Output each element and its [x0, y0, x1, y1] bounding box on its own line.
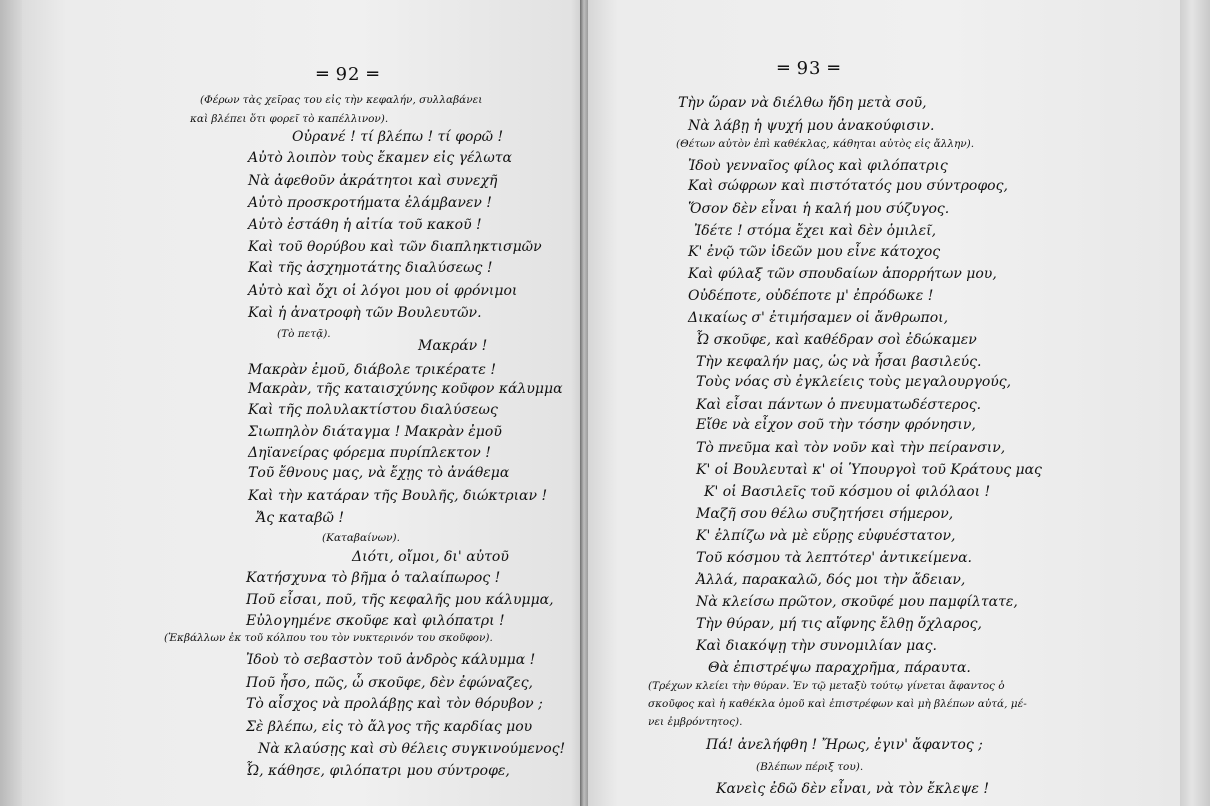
page-number-right-value: 93	[796, 58, 822, 79]
verse-line: Κανεὶς ἐδῶ δὲν εἶναι, νὰ τὸν ἔκλεψε !	[716, 781, 989, 797]
verse-line: Κ' ἐνῷ τῶν ἰδεῶν μου εἶνε κάτοχος	[688, 244, 941, 260]
left-page-edge	[0, 0, 22, 806]
verse-line: Καὶ τῆς πολυλακτίστου διαλύσεως	[248, 402, 498, 418]
verse-line: Σὲ βλέπω, εἰς τὸ ἄλγος τῆς καρδίας μου	[246, 719, 533, 735]
verse-line: Πά! ἀνελήφθη ! Ἤρως, ἐγιν' ἄφαντος ;	[706, 737, 983, 753]
verse-line: Καὶ ἡ ἀνατροφὴ τῶν Βουλευτῶν.	[248, 305, 482, 321]
verse-line: Τὴν ὥραν νὰ διέλθω ἤδη μετὰ σοῦ,	[678, 95, 927, 111]
page-number-left: ═ 92 ═	[317, 64, 380, 85]
verse-line: Καὶ τοῦ θορύβου καὶ τῶν διαπληκτισμῶν	[248, 239, 542, 255]
verse-line: Κατήσχυνα τὸ βῆμα ὁ ταλαίπωρος !	[246, 570, 501, 586]
verse-line: Κ' οἱ Βασιλεῖς τοῦ κόσμου οἱ φιλόλαοι !	[704, 484, 991, 500]
verse-line: Νὰ ἀφεθοῦν ἀκράτητοι καὶ συνεχῆ	[248, 173, 498, 189]
verse-line: Καὶ σώφρων καὶ πιστότατός μου σύντροφος,	[688, 178, 1008, 194]
verse-line: Αὐτὸ ἐστάθη ἡ αἰτία τοῦ κακοῦ !	[248, 217, 482, 233]
stage-direction: (Θέτων αὐτὸν ἐπὶ καθέκλας, κάθηται αὐτὸς εἰς ἄλλην).	[676, 138, 975, 150]
verse-line: Εἴθε νὰ εἶχον σοῦ τὴν τόσην φρόνησιν,	[696, 417, 976, 433]
verse-line: Διότι, οἴμοι, δι' αὐτοῦ	[352, 549, 509, 565]
verse-line: Δικαίως σ' ἐτιμήσαμεν οἱ ἄνθρωποι,	[688, 310, 949, 326]
verse-line: Θὰ ἐπιστρέψω παραχρῆμα, πάραυτα.	[708, 660, 971, 676]
verse-line: Καὶ τὴν κατάραν τῆς Βουλῆς, διώκτριαν !	[248, 488, 548, 504]
verse-line: Καὶ τῆς ἀσχημοτάτης διαλύσεως !	[248, 260, 493, 276]
verse-line: Τὴν κεφαλήν μας, ὡς νὰ ἦσαι βασιλεύς.	[696, 354, 982, 370]
stage-direction: (Καταβαίνων).	[322, 532, 400, 544]
stage-direction: (Τρέχων κλείει τὴν θύραν. Ἐν τῷ μεταξὺ τούτῳ γίνεται ἄφαντος ὁ	[648, 680, 1005, 692]
page-number-left-value: 92	[335, 64, 361, 85]
verse-line: Τοῦ ἔθνους μας, νὰ ἔχῃς τὸ ἀνάθεμα	[248, 465, 510, 481]
verse-line: Αὐτὸ καὶ ὄχι οἱ λόγοι μου οἱ φρόνιμοι	[248, 283, 518, 299]
stage-direction: καὶ βλέπει ὅτι φορεῖ τὸ καπέλλινον).	[190, 113, 389, 125]
stage-direction: (Φέρων τὰς χεῖρας του εἰς τὴν κεφαλήν, συλλαβάνει	[200, 94, 483, 106]
verse-line: Κ' ἐλπίζω νὰ μὲ εὕρῃς εὐφυέστατον,	[696, 528, 956, 544]
verse-line: Ποῦ εἶσαι, ποῦ, τῆς κεφαλῆς μου κάλυμμα,	[246, 592, 554, 608]
verse-line: Τοὺς νόας σὺ ἐγκλείεις τοὺς μεγαλουργούς,	[696, 374, 1012, 390]
verse-line: Ἰδοὺ γενναῖος φίλος καὶ φιλόπατρις	[688, 158, 948, 174]
verse-line: Νὰ κλείσω πρῶτον, σκοῦφέ μου παμφίλτατε,	[696, 594, 1018, 610]
verse-line: Καὶ φύλαξ τῶν σπουδαίων ἀπορρήτων μου,	[688, 266, 997, 282]
verse-line: Εὐλογημένε σκοῦφε καὶ φιλόπατρι !	[246, 613, 505, 629]
verse-line: Δηϊανείρας φόρεμα πυρίπλεκτον !	[248, 445, 491, 461]
verse-line: Αὐτὸ προσκροτήματα ἐλάμβανεν !	[248, 195, 492, 211]
verse-line: Καὶ διακόψῃ τὴν συνομιλίαν μας.	[696, 638, 937, 654]
verse-line: Τὸ αἶσχος νὰ προλάβῃς καὶ τὸν θόρυβον ;	[246, 696, 543, 712]
verse-line: Μακρὰν, τῆς καταισχύνης κοῦφον κάλυμμα	[248, 381, 563, 397]
verse-line: Σιωπηλὸν διάταγμα ! Μακρὰν ἐμοῦ	[248, 424, 502, 440]
verse-line: Κ' οἱ Βουλευταὶ κ' οἱ Ὑπουργοὶ τοῦ Κράτους μας	[696, 462, 1042, 478]
verse-line: Μακράν !	[418, 338, 488, 354]
verse-line: Ἀλλά, παρακαλῶ, δός μοι τὴν ἄδειαν,	[696, 572, 966, 588]
stage-direction: (Τὸ πετᾷ).	[277, 328, 331, 340]
stage-direction: σκοῦφος καὶ ἡ καθέκλα ὁμοῦ καὶ ἐπιστρέφων καὶ μὴ βλέπων αὐτά, μέ-	[648, 698, 1027, 710]
verse-line: Νὰ κλαύσῃς καὶ σὺ θέλεις συγκινούμενος!	[258, 741, 566, 757]
verse-line: Καὶ εἶσαι πάντων ὁ πνευματωδέστερος.	[696, 397, 982, 413]
verse-line: Μαζῆ σου θέλω συζητήσει σήμερον,	[696, 506, 954, 522]
verse-line: Ὦ, κάθησε, φιλόπατρι μου σύντροφε,	[246, 763, 510, 779]
page-number-right: ═ 93 ═	[778, 58, 841, 79]
verse-line: Μακρὰν ἐμοῦ, διάβολε τρικέρατε !	[248, 362, 496, 378]
verse-line: Ὦ σκοῦφε, καὶ καθέδραν σοὶ ἐδώκαμεν	[696, 332, 977, 348]
verse-line: Ἰδοὺ τὸ σεβαστὸν τοῦ ἀνδρὸς κάλυμμα !	[246, 652, 536, 668]
stage-direction: νει ἐμβρόντητος).	[648, 716, 743, 728]
right-page-edge	[1180, 0, 1210, 806]
verse-line: Τὸ πνεῦμα καὶ τὸν νοῦν καὶ τὴν πείρανσιν,	[696, 440, 1006, 456]
verse-line: Οὐδέποτε, οὐδέποτε μ' ἐπρόδωκε !	[688, 288, 934, 304]
stage-direction: (Ἐκβάλλων ἐκ τοῦ κόλπου του τὸν νυκτερινόν του σκοῦφον).	[164, 632, 493, 644]
right-page	[588, 0, 1180, 806]
verse-line: Αὐτὸ λοιπὸν τοὺς ἔκαμεν εἰς γέλωτα	[248, 150, 512, 166]
verse-line: Ὅσον δὲν εἶναι ἡ καλή μου σύζυγος.	[688, 201, 950, 217]
verse-line: Τὴν θύραν, μή τις αἴφνης ἔλθῃ ὄχλαρος,	[696, 616, 982, 632]
verse-line: Ποῦ ἦσο, πῶς, ὦ σκοῦφε, δὲν ἐφώναζες,	[246, 675, 533, 691]
verse-line: Οὐρανέ ! τί βλέπω ! τί φορῶ !	[292, 129, 504, 145]
stage-direction: (Βλέπων πέριξ του).	[756, 761, 864, 773]
verse-line: Ἰδέτε ! στόμα ἔχει καὶ δὲν ὁμιλεῖ,	[694, 223, 937, 239]
verse-line: Νὰ λάβῃ ἡ ψυχή μου ἀνακούφισιν.	[688, 118, 935, 134]
verse-line: Ἄς καταβῶ !	[256, 510, 344, 526]
left-page	[22, 0, 582, 806]
verse-line: Τοῦ κόσμου τὰ λεπτότερ' ἀντικείμενα.	[696, 550, 972, 566]
